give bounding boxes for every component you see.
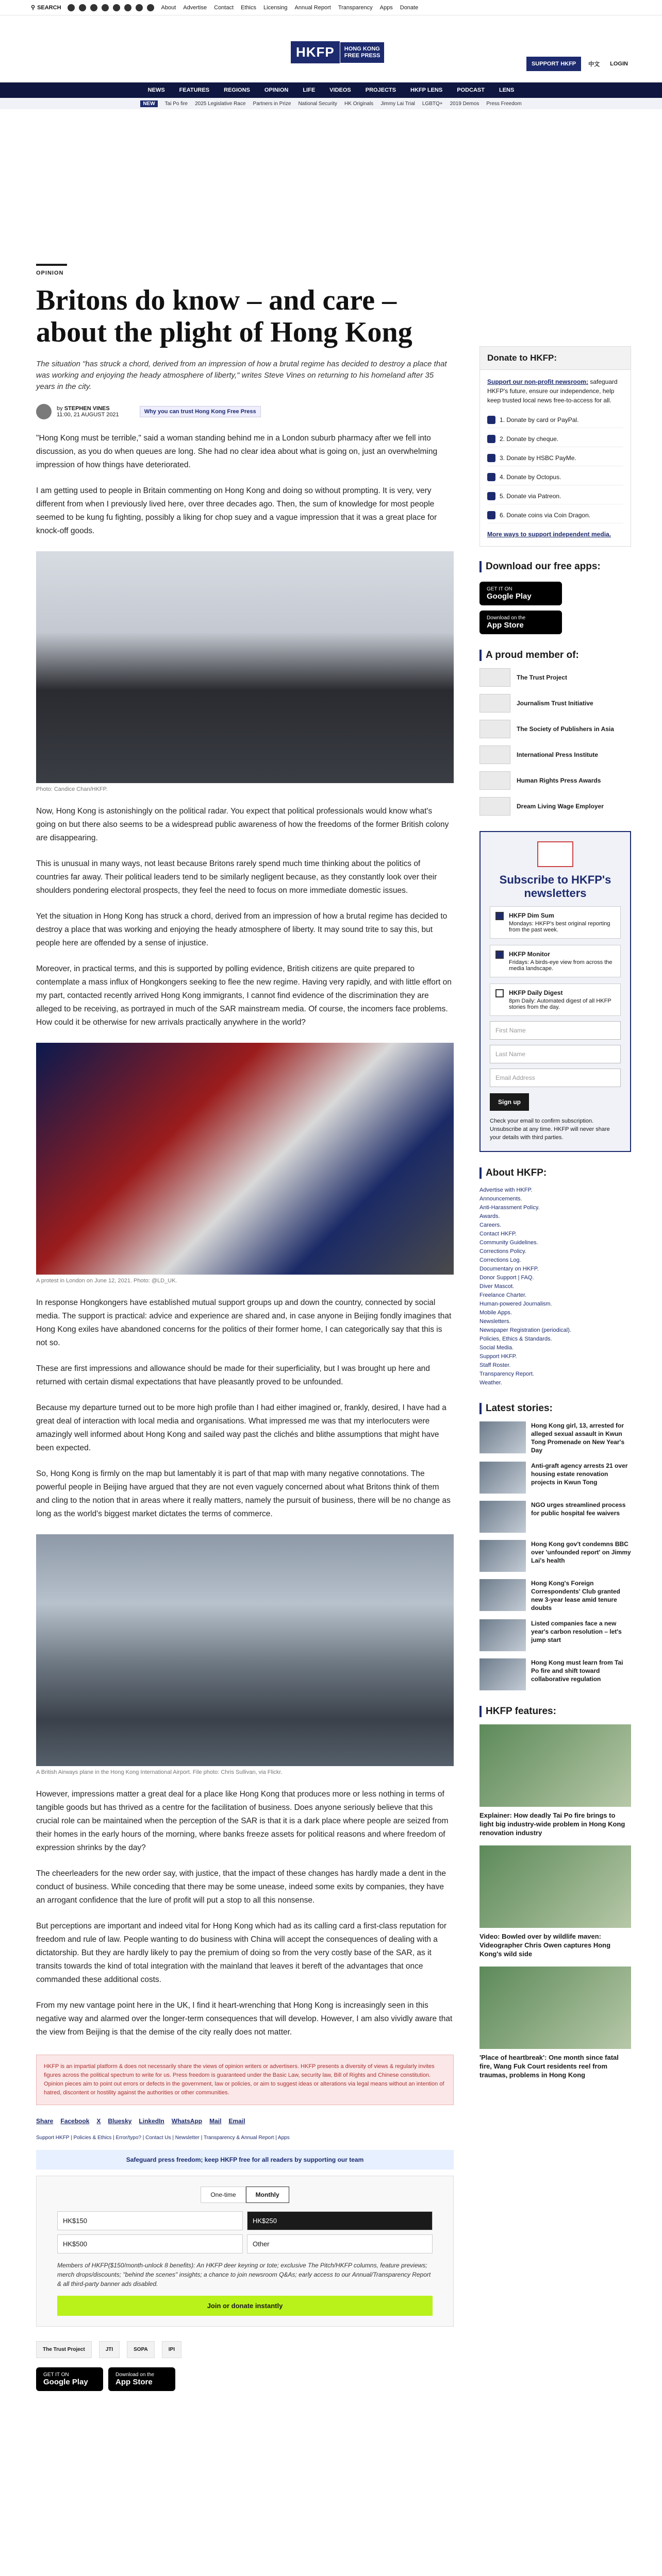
donate-text: safeguard HKFP's future, ensure our independence, help keep trusted local news free-to-access for all. xyxy=(487,378,618,404)
nav-item[interactable]: LIFE xyxy=(303,87,316,93)
logo-text xyxy=(340,42,385,63)
about-link[interactable]: Weather. xyxy=(479,1380,502,1386)
top-link[interactable]: Annual Report xyxy=(294,4,331,11)
photo-caption: Photo: Candice Chan/HKFP. xyxy=(36,786,108,792)
newsletter-name: HKFP Dim Sum xyxy=(509,912,554,919)
signup-button[interactable]: Sign up xyxy=(490,1093,529,1111)
member-name: Human Rights Press Awards xyxy=(517,777,601,784)
member-item[interactable] xyxy=(479,771,631,790)
apps-title: Download our free apps: xyxy=(479,561,631,572)
instagram-icon[interactable] xyxy=(90,4,97,11)
feature-headline: Video: Bowled over by wildlife maven: Videographer Chris Owen captures Hong Kong's wild side xyxy=(479,1933,611,1958)
amount-option[interactable]: Other xyxy=(247,2234,433,2253)
coin-icon xyxy=(487,511,495,519)
story-thumbnail xyxy=(479,1462,526,1494)
about-link[interactable]: Policies, Ethics & Standards. xyxy=(479,1336,552,1342)
nav-item[interactable]: FEATURES xyxy=(179,87,210,93)
trending-link[interactable]: National Security xyxy=(298,100,338,107)
top-bar xyxy=(0,0,662,15)
member-name: International Press Institute xyxy=(517,751,599,758)
search-label: SEARCH xyxy=(37,4,61,11)
latest-title: Latest stories: xyxy=(479,1403,631,1414)
about-link[interactable]: Social Media. xyxy=(479,1345,514,1351)
trending-bar xyxy=(0,98,662,109)
member-name: Dream Living Wage Employer xyxy=(517,803,604,810)
paragraph: From my new vantage point here in the UK, I find it heart-wrenching that Hong Kong is increasingly seen in this negative way and alarmed over the longer-term consequences that will develop. However, I am also vividly aware that the view from Beijing is that the demise of the city really does not matter. xyxy=(36,2001,453,2037)
member-logo xyxy=(479,771,510,790)
about-link[interactable]: Advertise with HKFP. xyxy=(479,1187,533,1193)
amount-options xyxy=(57,2211,433,2253)
about-link[interactable]: Anti-Harassment Policy. xyxy=(479,1205,540,1211)
badge-top: GET IT ON xyxy=(43,2372,69,2378)
author-name[interactable]: STEPHEN VINES xyxy=(64,405,110,412)
linkedin-icon[interactable] xyxy=(124,4,131,11)
member-item[interactable] xyxy=(479,720,631,738)
about-links xyxy=(479,1186,631,1387)
feature-image xyxy=(479,1845,631,1928)
search-button[interactable]: ⚲ SEARCH xyxy=(31,4,61,11)
payme-icon xyxy=(487,454,495,462)
badge-label: Google Play xyxy=(43,2378,88,2386)
member-logo xyxy=(479,745,510,764)
member-item[interactable] xyxy=(479,797,631,816)
feature-item[interactable] xyxy=(479,1724,631,1837)
trending-link[interactable]: Tai Po fire xyxy=(164,100,188,107)
member-name: The Trust Project xyxy=(517,674,568,681)
freq-one-time[interactable]: One-time xyxy=(201,2187,245,2203)
member-item[interactable] xyxy=(479,694,631,713)
about-link[interactable]: Diver Mascot. xyxy=(479,1283,515,1290)
new-badge: NEW xyxy=(140,100,157,107)
social-links xyxy=(68,4,154,11)
photo-caption: A protest in London on June 12, 2021. Photo: @LD_UK. xyxy=(36,1278,177,1284)
about-link[interactable]: Corrections Log. xyxy=(479,1257,521,1263)
story-headline: Anti-graft agency arrests 21 over housing estate renovation projects in Kwun Tong xyxy=(531,1462,628,1486)
trending-link[interactable]: 2019 Demos xyxy=(450,100,479,107)
app-store-badge[interactable] xyxy=(479,611,562,634)
trending-link[interactable]: Jimmy Lai Trial xyxy=(380,100,415,107)
site-logo[interactable] xyxy=(291,41,384,63)
nav-item[interactable]: OPINION xyxy=(264,87,289,93)
trending-link[interactable]: LGBTQ+ xyxy=(422,100,443,107)
paragraph: I am getting used to people in Britain commenting on Hong Kong and doing so without prompting. It is very, very different from when I previously lived here, over three decades ago. Then, the sum of knowledge for most people seemed to be kung fu fighting, possibly a liking for chop suey and a vague impression that it was a great place for knock-off goods. xyxy=(36,486,437,535)
about-link[interactable]: Freelance Charter. xyxy=(479,1292,527,1298)
story-thumbnail xyxy=(479,1658,526,1690)
donation-banner[interactable]: Safeguard press freedom; keep HKFP free for all readers by supporting our team xyxy=(36,2150,454,2170)
payment-methods xyxy=(487,412,623,523)
article-category[interactable]: OPINION xyxy=(36,264,67,276)
about-link[interactable]: Mobile Apps. xyxy=(479,1310,512,1316)
email-input[interactable]: Email Address xyxy=(490,1069,621,1087)
top-link[interactable]: Advertise xyxy=(183,4,207,11)
telegram-icon[interactable] xyxy=(136,4,143,11)
paragraph: "Hong Kong must be terrible," said a woman standing behind me in a London suburb pharmacy after we fell into discussion, as you do when queues are long. She had no clear idea about what is going on, just an overwhelming impression of how things have deteriorated. xyxy=(36,434,438,469)
checkbox-checked[interactable] xyxy=(495,912,504,920)
story-headline: Hong Kong must learn from Tai Po fire and shift toward collaborative regulation xyxy=(531,1659,623,1683)
newsletter-option[interactable] xyxy=(490,984,621,1016)
story-item[interactable] xyxy=(479,1658,631,1690)
share-link[interactable]: LinkedIn xyxy=(139,2117,164,2125)
checkbox[interactable] xyxy=(495,989,504,997)
paragraph: These are first impressions and allowance should be made for their superficiality, but I was brought up here and returned with certain dismal expectations that have pleasantly proved to be unfounded. xyxy=(36,1364,430,1386)
top-link[interactable]: Licensing xyxy=(263,4,288,11)
payment-method[interactable] xyxy=(487,431,623,447)
story-headline: Listed companies face a new year's carbon resolution – let's jump start xyxy=(531,1620,622,1643)
paragraph: However, impressions matter a great deal for a place like Hong Kong that produces more or less nothing in terms of tangible goods but has thrived as a centre for the facilitation of business. Does anyone seriously believe that this crucial role can be maintained when the perception of the SAR is that it is a dark place where people are seized from their homes in the early hours of the morning, where banks freeze assets for political reasons and where freedom of expression shrinks by the day? xyxy=(36,1790,449,1852)
payment-method[interactable] xyxy=(487,450,623,466)
newsletter-name: HKFP Monitor xyxy=(509,951,550,958)
ipi-badge[interactable]: IPI xyxy=(162,2341,181,2358)
login-link[interactable]: LOGIN xyxy=(610,61,628,67)
top-link[interactable]: About xyxy=(161,4,176,11)
badge-top: Download on the xyxy=(487,615,526,621)
top-link[interactable]: Transparency xyxy=(338,4,373,11)
trending-link[interactable]: Partners in Prize xyxy=(253,100,291,107)
byline xyxy=(36,404,454,419)
share-link[interactable]: Email xyxy=(228,2117,245,2125)
header-actions xyxy=(526,57,631,71)
photo-figure xyxy=(36,1534,454,1775)
sidebar xyxy=(479,346,631,2088)
amount-option[interactable]: HK$250 xyxy=(247,2211,433,2230)
top-link[interactable]: Apps xyxy=(379,4,393,11)
amount-option[interactable]: HK$500 xyxy=(57,2234,243,2253)
top-link[interactable]: Donate xyxy=(400,4,419,11)
story-thumbnail xyxy=(479,1619,526,1651)
language-toggle[interactable]: 中文 xyxy=(588,61,600,67)
payment-label: 5. Donate via Patreon. xyxy=(500,493,561,500)
feature-item[interactable] xyxy=(479,1845,631,1958)
payment-label: 4. Donate by Octopus. xyxy=(500,473,561,481)
photo-figure xyxy=(36,1043,454,1284)
photo-figure xyxy=(36,551,454,792)
story-thumbnail xyxy=(479,1501,526,1533)
about-link[interactable]: Human-powered Journalism. xyxy=(479,1301,552,1307)
nav-item[interactable]: NEWS xyxy=(147,87,165,93)
join-button[interactable]: Join or donate instantly xyxy=(57,2296,433,2316)
trending-link[interactable]: HK Originals xyxy=(344,100,374,107)
google-play-badge[interactable] xyxy=(479,582,562,605)
trust-link[interactable]: Why you can trust Hong Kong Free Press xyxy=(140,406,261,417)
article xyxy=(36,264,454,2391)
photo-caption: A British Airways plane in the Hong Kong International Airport. File photo: Chris Sullivan, via Flickr. xyxy=(36,1769,283,1775)
about-link[interactable]: Donor Support | FAQ. xyxy=(479,1275,534,1281)
about-link[interactable]: Newspaper Registration (periodical). xyxy=(479,1327,571,1333)
octopus-icon xyxy=(487,473,495,481)
newsletter-widget xyxy=(479,831,631,1152)
author-avatar xyxy=(36,404,52,419)
features-title: HKFP features: xyxy=(479,1706,631,1717)
sidebar-app-badges xyxy=(479,582,631,634)
share-link[interactable]: X xyxy=(96,2117,101,2125)
share-link[interactable]: Mail xyxy=(209,2117,222,2125)
facebook-icon[interactable] xyxy=(68,4,75,11)
member-item[interactable] xyxy=(479,668,631,687)
opinion-disclaimer: HKFP is an impartial platform & does not necessarily share the views of opinion writers or advertisers. HKFP presents a diversity of views & regularly invites figures across the political spectrum to write for us. Press freedom is guaranteed under the Basic Law, security law, Bill of Rights and Chinese constitution. Opinion pieces aim to point out errors or defects in the government, law or policies, or aim to suggest ideas or alterations via legal means without an intention of hatred, discontent or hostility against the authorities or other communities. xyxy=(36,2055,454,2105)
logo-line-2: FREE PRESS xyxy=(344,52,380,59)
paragraph: This is unusual in many ways, not least because Britons rarely spend much time thinking about the politics of countries far away. Their political leaders tend to be similarly negligent because, as they constantly look over their shoulders pondering electoral prospects, they feel the need to focus on more immediate domestic issues. xyxy=(36,859,437,895)
share-link[interactable]: Facebook xyxy=(60,2117,90,2125)
article-body xyxy=(36,432,454,2039)
about-link[interactable]: Support HKFP. xyxy=(479,1353,517,1360)
about-link[interactable]: Announcements. xyxy=(479,1196,522,1202)
app-store-badge[interactable] xyxy=(108,2367,175,2391)
newsletter-title: Subscribe to HKFP's newsletters xyxy=(499,873,611,900)
newsletter-desc: Fridays: A birds-eye view from across the media landscape. xyxy=(509,959,613,972)
article-title: Britons do know – and care – about the plight of Hong Kong xyxy=(36,284,412,348)
about-title: About HKFP: xyxy=(479,1167,631,1179)
threads-icon[interactable] xyxy=(102,4,109,11)
about-link[interactable]: Newsletters. xyxy=(479,1318,511,1325)
author-block: by STEPHEN VINES 11:00, 21 AUGUST 2021 xyxy=(57,405,119,418)
story-item[interactable] xyxy=(479,1540,631,1572)
member-title: A proud member of: xyxy=(479,650,631,661)
protest-photo xyxy=(36,1043,454,1275)
payment-label: 6. Donate coins via Coin Dragon. xyxy=(500,512,591,519)
story-headline: Hong Kong gov't condemns BBC over 'unfounded report' on Jimmy Lai's health xyxy=(531,1540,631,1564)
jti-badge[interactable]: JTI xyxy=(99,2341,120,2358)
article-footer-links[interactable]: Support HKFP | Policies & Ethics | Error/typo? | Contact Us | Newsletter | Transparency & Annual Report | Apps xyxy=(36,2135,290,2141)
newsletter-desc: Mondays: HKFP's best original reporting from the past week. xyxy=(509,921,610,933)
donation-form xyxy=(36,2176,454,2327)
paragraph: Now, Hong Kong is astonishingly on the political radar. You expect that political professionals would know what's going on but there also seems to be a widespread public awareness of how the freedoms of the former British colony are disappearing. xyxy=(36,807,449,842)
about-link[interactable]: Careers. xyxy=(479,1222,502,1228)
about-link[interactable]: Staff Roster. xyxy=(479,1362,511,1368)
newsletter-name: HKFP Daily Digest xyxy=(509,989,563,996)
card-icon xyxy=(487,416,495,424)
nav-item[interactable]: REGIONS xyxy=(224,87,250,93)
story-thumbnail xyxy=(479,1540,526,1572)
badge-label: App Store xyxy=(487,621,524,630)
more-ways-link[interactable]: More ways to support independent media. xyxy=(487,531,611,538)
frequency-toggle xyxy=(57,2187,433,2203)
feature-image xyxy=(479,1724,631,1807)
trending-link[interactable]: Press Freedom xyxy=(486,100,522,107)
feature-headline: Explainer: How deadly Tai Po fire brings to light big industry-wide problem in Hong Kong renovation industry xyxy=(479,1811,625,1837)
trust-project-badge[interactable]: The Trust Project xyxy=(36,2341,92,2358)
story-item[interactable] xyxy=(479,1421,631,1454)
feature-headline: 'Place of heartbreak': One month since fatal fire, Wang Fuk Court residents reel from traumas, problems in Hong Kong xyxy=(479,2054,619,2079)
feature-item[interactable] xyxy=(479,1967,631,2079)
rss-icon[interactable] xyxy=(147,4,154,11)
top-link[interactable]: Ethics xyxy=(241,4,257,11)
article-date: 11:00, 21 AUGUST 2021 xyxy=(57,412,119,418)
member-logo xyxy=(479,668,510,687)
donate-widget xyxy=(479,346,631,547)
first-name-input[interactable]: First Name xyxy=(490,1021,621,1040)
main-nav xyxy=(0,82,662,98)
top-links xyxy=(161,5,419,11)
member-item[interactable] xyxy=(479,745,631,764)
paragraph: Yet the situation in Hong Kong has struck a chord, derived from an impression of how a brutal regime has decided to destroy a place that was working and enjoying the heady atmosphere of liberty. It may sound trite to say this, but people here are offended by a sense of injustice. xyxy=(36,912,448,947)
article-standfirst: The situation "has struck a chord, derived from an impression of how a brutal regime has decided to destroy a place that was working and enjoying the heady atmosphere of liberty," writes Steve Vines on returning to his homeland after 35 years in the city. xyxy=(36,360,447,391)
member-logo xyxy=(479,797,510,816)
logo-mark: HKFP xyxy=(291,41,340,63)
payment-label: 2. Donate by cheque. xyxy=(500,435,559,443)
paragraph: So, Hong Kong is firmly on the map but lamentably it is part of that map with many negative connotations. The powerful people in Beijing have argued that they are not even vaguely concerned about what Britons think of them and cling to the notion that in areas where it really matters, namely the pursuit of business, there will be no change as long as the world's biggest market dictates the terms of commerce. xyxy=(36,1469,451,1518)
payment-label: 3. Donate by HSBC PayMe. xyxy=(500,454,576,462)
paragraph: Because my departure turned out to be more high profile than I had either imagined or, frankly, desired, I have had a great deal of interaction with local media and organisations. What impressed me was that my interlocuters were amazingly well informed about Hong Kong and sailed way past the clichés and blithe assumptions that might have been expected. xyxy=(36,1403,446,1452)
about-link[interactable]: Transparency Report. xyxy=(479,1371,534,1377)
nav-item[interactable]: VIDEOS xyxy=(329,87,351,93)
member-list xyxy=(479,668,631,816)
feature-image xyxy=(479,1967,631,2049)
app-store-badges xyxy=(36,2367,454,2391)
share-link[interactable]: WhatsApp xyxy=(171,2117,203,2125)
share-link[interactable]: Bluesky xyxy=(108,2117,132,2125)
newsletter-desc: 8pm Daily: Automated digest of all HKFP stories from the day. xyxy=(509,998,611,1010)
share-bar xyxy=(36,2117,454,2125)
badge-top: Download on the xyxy=(115,2372,155,2378)
about-link[interactable]: Corrections Policy. xyxy=(479,1248,526,1255)
member-name: The Society of Publishers in Asia xyxy=(517,725,614,733)
patreon-icon xyxy=(487,492,495,500)
member-logo xyxy=(479,694,510,713)
payment-method[interactable] xyxy=(487,469,623,485)
badge-label: Google Play xyxy=(487,592,532,601)
paragraph: But perceptions are important and indeed vital for Hong Kong which had as its calling card a first-class reputation for freedom and rule of law. People wanting to do business with China will accept the consequences of dealing with a dictatorship. But they are hardly likely to pay the premium of doing so from the very costly base of the SAR, as it transits towards the kind of total integration with the mainland that leaves it bereft of the advantages that once commanded these additional costs. xyxy=(36,1922,447,1984)
google-play-badge[interactable] xyxy=(36,2367,103,2391)
story-item[interactable] xyxy=(479,1619,631,1651)
checkbox-checked[interactable] xyxy=(495,951,504,959)
story-item[interactable] xyxy=(479,1579,631,1612)
top-link[interactable]: Contact xyxy=(214,4,234,11)
about-link[interactable]: Awards. xyxy=(479,1213,500,1219)
badge-top: GET IT ON xyxy=(487,586,512,592)
about-link[interactable]: Documentary on HKFP. xyxy=(479,1266,539,1272)
youtube-icon[interactable] xyxy=(113,4,120,11)
payment-method[interactable] xyxy=(487,488,623,504)
queue-photo xyxy=(36,551,454,783)
payment-method[interactable] xyxy=(487,412,623,428)
nav-item[interactable]: PODCAST xyxy=(457,87,485,93)
payment-method[interactable] xyxy=(487,507,623,523)
member-name: Journalism Trust Initiative xyxy=(517,700,593,707)
nav-item[interactable]: HKFP LENS xyxy=(410,87,443,93)
freq-monthly[interactable]: Monthly xyxy=(246,2187,289,2203)
airport-photo xyxy=(36,1534,454,1766)
paragraph: In response Hongkongers have established mutual support groups up and down the country, connected by social media. The support is practical: advice and experience are shared and, in case anyone in Beijing fondly imagines that Hong Kong exiles have abandoned concerns for the politics of their former home, I can categorically say that this is not so. xyxy=(36,1298,452,1347)
story-thumbnail xyxy=(479,1579,526,1611)
story-thumbnail xyxy=(479,1421,526,1453)
newsletter-option[interactable] xyxy=(490,906,621,939)
support-button[interactable]: SUPPORT HKFP xyxy=(526,57,581,71)
payment-label: 1. Donate by card or PayPal. xyxy=(500,416,579,423)
nav-item[interactable]: PROJECTS xyxy=(365,87,396,93)
last-name-input[interactable]: Last Name xyxy=(490,1045,621,1063)
story-headline: NGO urges streamlined process for public hospital fee waivers xyxy=(531,1501,626,1517)
member-logo xyxy=(479,720,510,738)
latest-list xyxy=(479,1421,631,1690)
about-link[interactable]: Contact HKFP. xyxy=(479,1231,517,1237)
story-headline: Hong Kong girl, 13, arrested for alleged sexual assault in Kwun Tong Promenade on New Year's Day xyxy=(531,1422,625,1454)
paragraph: Moreover, in practical terms, and this is supported by polling evidence, British citizens are quite prepared to contemplate a mass influx of Hongkongers seeking to flee the new regime. Having very rapidly, and with little effort on my part, contacted recently arrived Hong Kong immigrants, I cannot find evidence of the discrimination they are alleged to be receiving, as portrayed in much of the SAR mainstream media. Of course, the incomers face problems. How could it be otherwise for new arrivals practically anywhere in the world? xyxy=(36,964,452,1027)
x-icon[interactable] xyxy=(79,4,86,11)
share-link[interactable]: Share xyxy=(36,2117,54,2125)
sopa-badge[interactable]: SOPA xyxy=(127,2341,155,2358)
paragraph: The cheerleaders for the new order say, with justice, that the impact of these changes has hardly made a dent in the conduct of business. While conceding that there may be some unease, indeed some exits by companies, they have an arrogant confidence that the lure of profit will put a stop to all this nonsense. xyxy=(36,1869,446,1905)
badge-label: App Store xyxy=(115,2378,153,2386)
story-item[interactable] xyxy=(479,1462,631,1494)
footer-badges xyxy=(36,2341,454,2358)
story-headline: Hong Kong's Foreign Correspondents' Club granted new 3-year lease amid tenure doubts xyxy=(531,1580,620,1612)
donate-link[interactable]: Support our non-profit newsroom: xyxy=(487,378,588,385)
signup-note: Check your email to confirm subscription. Unsubscribe at any time. HKFP will never share your details with third parties. xyxy=(490,1118,610,1141)
membership-message: Members of HKFP($150/month-unlock 8 benefits): An HKFP deer keyring or tote; exclusive The Pitch/HKFP columns, feature previews; merch drops/discounts; "behind the scenes" insights; a chance to join newsroom Q&As; early access to our Annual/Transparency Report & all third-party banner ads disabled. xyxy=(57,2262,431,2287)
about-link[interactable]: Community Guidelines. xyxy=(479,1240,538,1246)
cheque-icon xyxy=(487,435,495,443)
envelope-icon xyxy=(537,841,573,867)
trending-link[interactable]: 2025 Legislative Race xyxy=(195,100,246,107)
site-header xyxy=(0,15,662,82)
nav-item[interactable]: LENS xyxy=(499,87,515,93)
logo-line-1: HONG KONG xyxy=(344,45,380,52)
newsletter-option[interactable] xyxy=(490,945,621,977)
story-item[interactable] xyxy=(479,1501,631,1533)
amount-option[interactable]: HK$150 xyxy=(57,2211,243,2230)
widget-title: Donate to HKFP: xyxy=(480,347,631,370)
